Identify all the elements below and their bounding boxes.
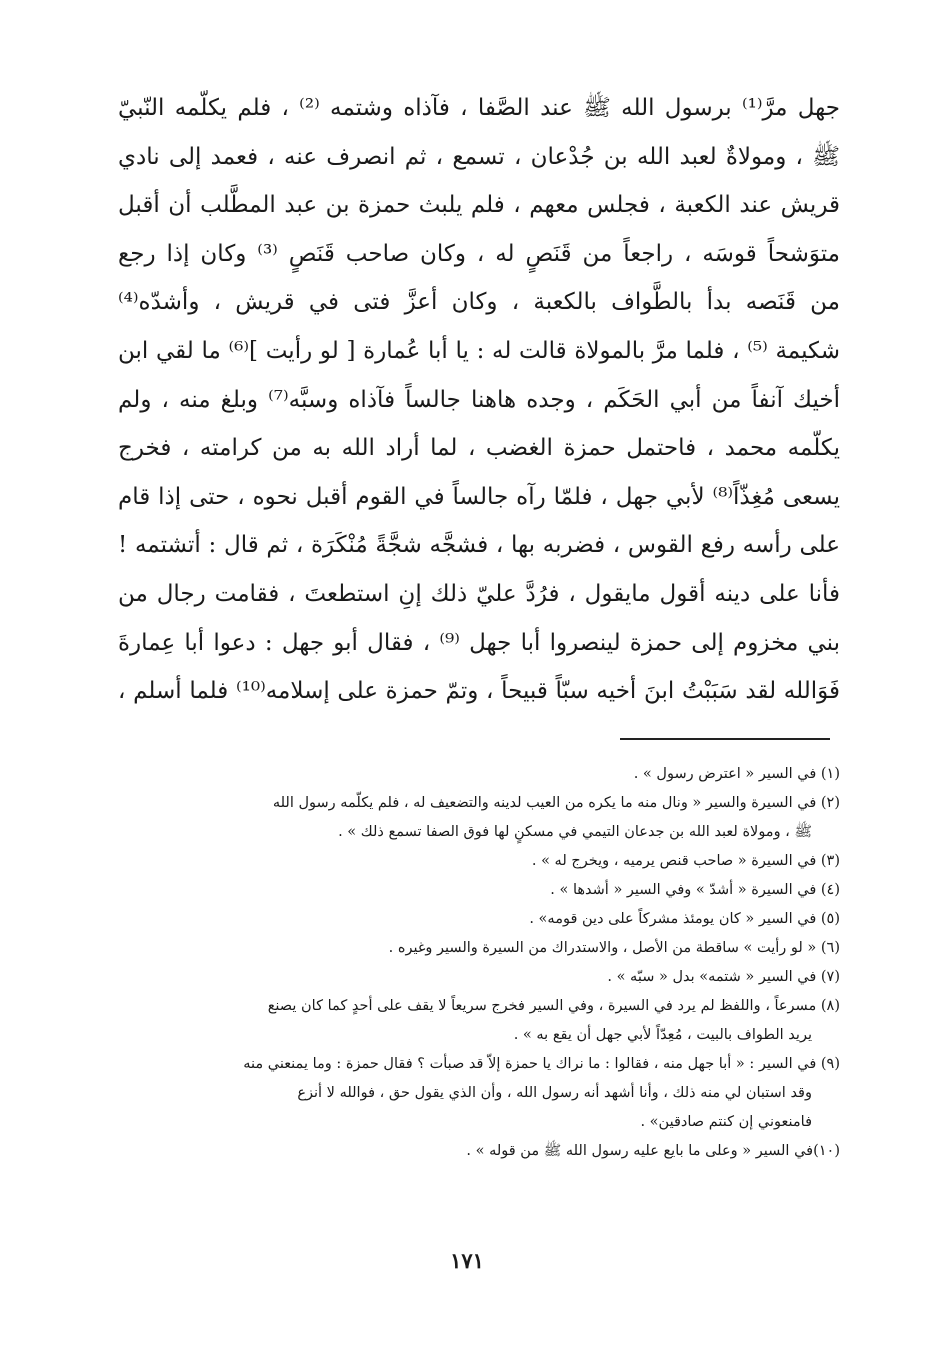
- body-line-4: متوَشحاً قوسَه ، راجعاً من قَنَصٍ له ، وكان صاحب قَنَصٍ ⁽³⁾ وكان إذا رجع: [118, 240, 840, 267]
- body-line-2: ﷺ ، ومولاةٌ لعبد الله بن جُدْعان ، تسمع ، ثم انصرف عنه ، فعمد إلى نادي: [118, 143, 840, 170]
- footnote-line-continued: ﷺ ، ومولاة لعبد الله بن جدعان التيمي في مسكنٍ لها فوق الصفا تسمع ذلك » .: [338, 824, 812, 840]
- footnote-line: (١) في السير « اعترض رسول » .: [633, 766, 840, 782]
- footnotes-section: [118, 760, 840, 1166]
- footnote-line: (٤) في السيرة « أشدّ » وفي السير « أشدها » .: [550, 882, 840, 898]
- body-line-8: يكلّمه محمد ، فاحتمل حمزة الغضب ، لما أراد الله به من كرامته ، فخرج: [118, 435, 840, 462]
- body-line-1: جهل مرَّ⁽¹⁾ برسول الله ﷺ عند الصَّفا ، فآذاه وشتمه ⁽²⁾ ، فلم يكلّمه النّبيّ: [118, 95, 840, 121]
- main-body-text: [118, 84, 840, 716]
- body-line-11: فأنا على دينه أقول مايقول ، فرُدَّ عليّ ذلك إنِ استطعتَ ، فقامت رجال من: [118, 580, 840, 607]
- body-line-12: بني مخزوم إلى حمزة لينصروا أبا جهل ⁽⁹⁾ ، فقال أبو جهل : دعوا أبا عِمارةَ: [118, 629, 840, 656]
- footnote-line: (٩) في السير : « أبا جهل منه ، فقالوا : ما نراك يا حمزة إلاّ قد صبأت ؟ فقال حمزة : وما يمنعني منه: [243, 1056, 840, 1072]
- body-line-10: على رأسه رفع القوس ، فضربه بها ، فشجَّه شجَّةً مُنْكَرَة ، ثم قال : أتشتمه !: [118, 532, 840, 559]
- footnote-line-continued: يريد الطواف بالبيت ، مُعِدّاً لأبي جهل أن يقع به » .: [513, 1027, 812, 1043]
- body-line-6: شكيمة ⁽⁵⁾ ، فلما مرَّ بالمولاة قالت له : يا أبا عُمارة [ لو رأيت ]⁽⁶⁾ ما لقي ابن: [118, 337, 840, 364]
- page-number: ١٧١: [450, 1248, 484, 1273]
- body-line-13: فَوَالله لقد سَبَبْتُ ابنَ أخيه سبّاً قبيحاً ، وتمّ حمزة على إسلامه⁽¹⁰⁾ فلما أسلم ،: [118, 678, 840, 705]
- footnote-line-continued: وقد استبان لي منه ذلك ، وأنا أشهد أنه رسول الله ، وأن الذي يقول حق ، فوالله لا أنزع: [297, 1085, 812, 1101]
- footnote-line: (٥) في السير « كان يومئذ مشركاً على دين قومه» .: [529, 911, 840, 927]
- footnote-line: (٢) في السيرة والسير « ونال منه ما يكره من العيب لدينه والتضعيف له ، فلم يكلّمه رسول الله: [272, 795, 840, 811]
- body-line-5: من قَنَصه بدأ بالطَّواف بالكعبة ، وكان أعزَّ فتى في قريش ، وأشدّه⁽⁴⁾: [118, 289, 840, 316]
- footnote-line: (٦) « لو رأيت » ساقطة من الأصل ، والاستدراك من السيرة والسير وغيره .: [388, 940, 840, 956]
- body-line-9: يسعى مُغِذّاً⁽⁸⁾ لأبي جهل ، فلمّا رآه جالساً في القوم أقبل نحوه ، حتى إذا قام: [118, 483, 840, 510]
- footnote-line: (٣) في السيرة « صاحب قنص يرميه ، ويخرج له » .: [531, 853, 840, 869]
- footnote-line: (١٠)في السير « وعلى ما بايع عليه رسول الله ﷺ من قوله » .: [466, 1143, 840, 1159]
- body-line-3: قريش عند الكعبة ، فجلس معهم ، فلم يلبث حمزة بن عبد المطَّلب أن أقبل: [118, 192, 840, 219]
- footnote-line: (٧) في السير « شتمه» بدل « سبّه » .: [607, 969, 840, 985]
- body-line-7: أخيك آنفاً من أبي الحَكَم ، وجده هاهنا جالساً فآذاه وسبَّه⁽⁷⁾ وبلغ منه ، ولم: [118, 386, 840, 413]
- footnote-line-continued: فامنعوني إن كنتم صادقين» .: [640, 1114, 812, 1130]
- footnote-divider: [620, 738, 830, 740]
- footnote-line: (٨) مسرعاً ، واللفظ لم يرد في السيرة ، وفي السير فخرج سريعاً لا يقف على أحدٍ كما كان يصنع: [267, 998, 840, 1014]
